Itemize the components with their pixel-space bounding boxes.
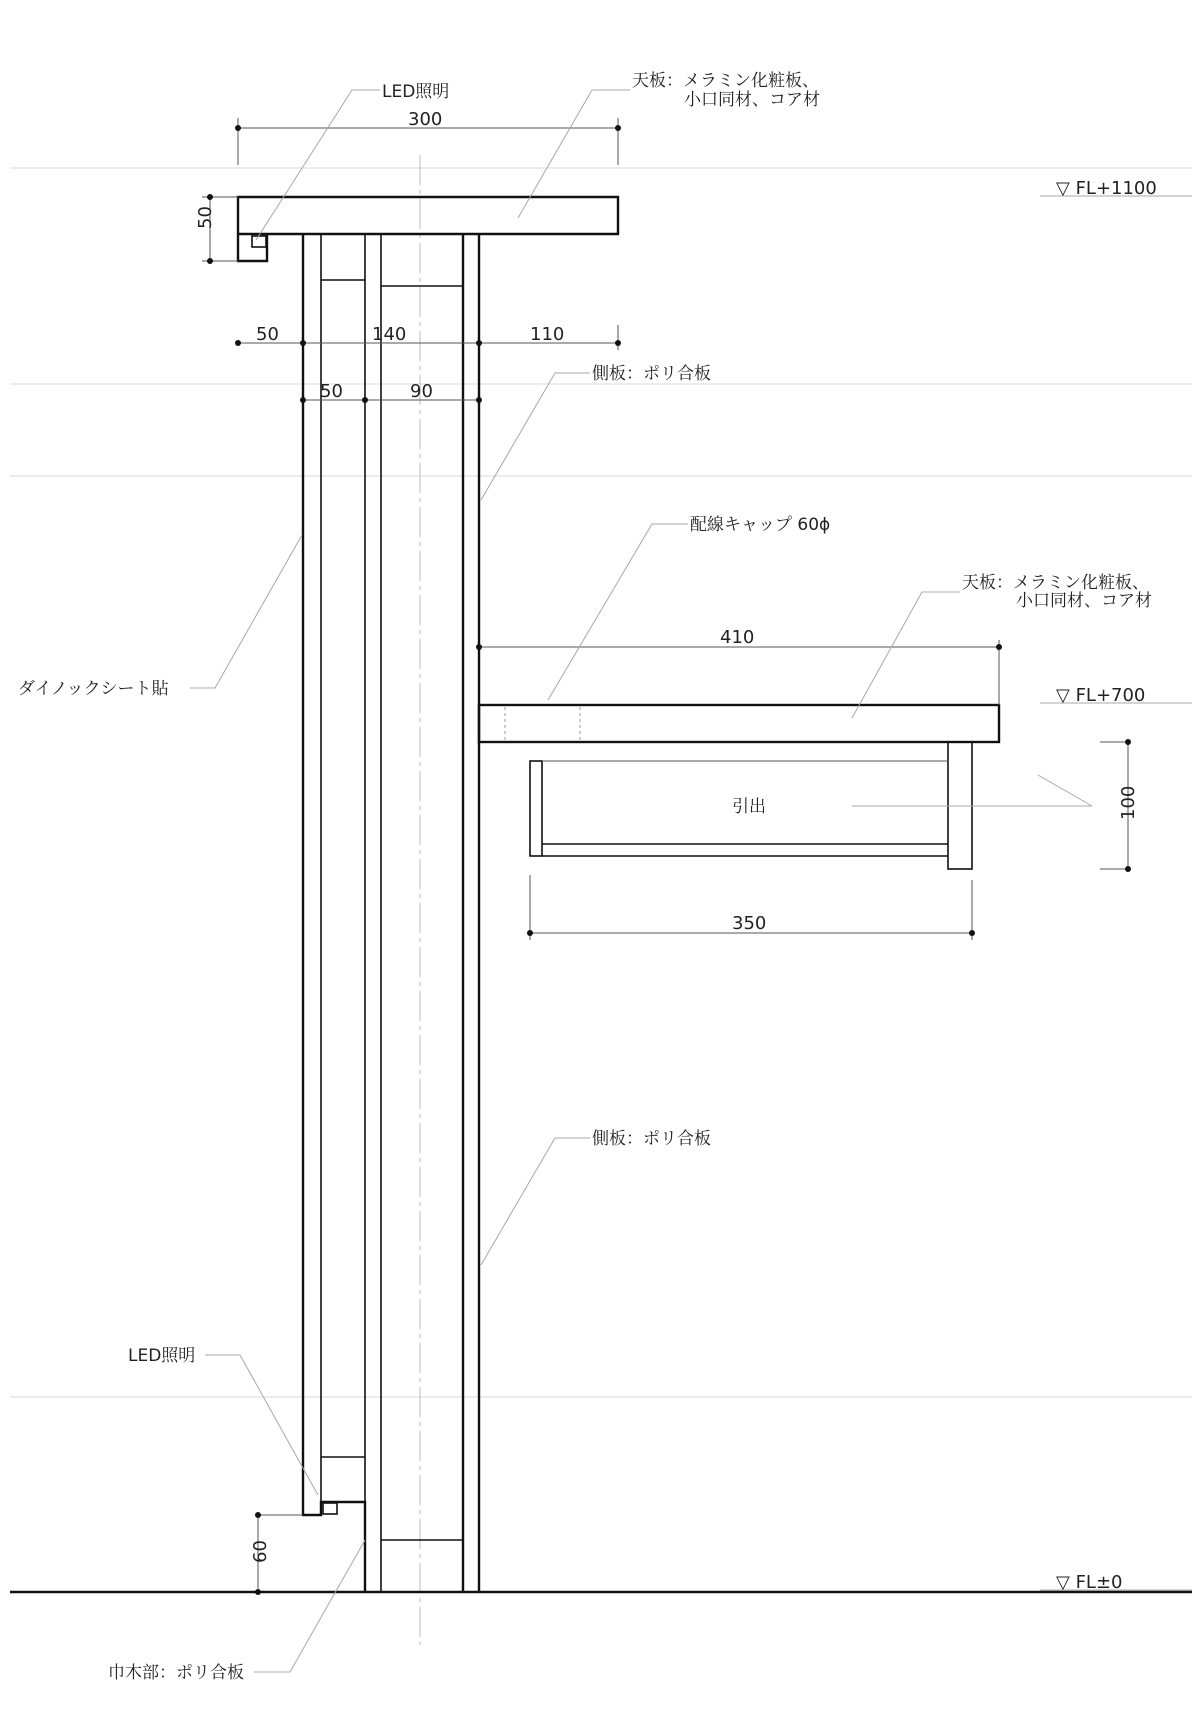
led-fixture-top [252, 236, 266, 247]
label-side-board-lower: 側板：ポリ合板 [592, 1129, 711, 1149]
dim-50-top: 50 [195, 206, 216, 229]
dim-50: 50 [256, 324, 279, 345]
dim-100: 100 [1118, 785, 1139, 820]
label-led-top: LED照明 [382, 82, 450, 102]
label-drawer: 引出 [732, 797, 766, 817]
dim-300: 300 [408, 109, 443, 130]
label-top-board-lower-2: 小口同材、コア材 [1016, 591, 1152, 611]
dim-60: 60 [250, 1540, 271, 1563]
front-panel [303, 234, 365, 1592]
level-fl-0: ▽ FL±0 [1056, 1572, 1123, 1593]
label-top-board-lower-1: 天板：メラミン化粧板、 [962, 573, 1149, 593]
label-led-bottom: LED照明 [128, 1346, 196, 1366]
dim-410: 410 [720, 627, 755, 648]
level-fl-700: ▽ FL+700 [1056, 685, 1146, 706]
level-fl-1100: ▽ FL+1100 [1056, 178, 1157, 199]
dim-140: 140 [372, 324, 407, 345]
lower-top-board [479, 705, 999, 742]
dim-50-inner: 50 [320, 381, 343, 402]
dim-90: 90 [410, 381, 433, 402]
led-fixture-bottom [323, 1503, 337, 1514]
dim-350: 350 [732, 913, 767, 934]
lower-counter [479, 705, 999, 869]
label-cable-cap: 配線キャップ 60ϕ [690, 515, 831, 535]
upper-top-board [238, 197, 618, 261]
annotations [18, 71, 1157, 1683]
dim-110: 110 [530, 324, 565, 345]
label-side-board-upper: 側板：ポリ合板 [592, 364, 711, 384]
reference-lines [10, 168, 1192, 1397]
label-baseboard: 巾木部：ポリ合板 [108, 1663, 244, 1683]
tall-counter-body [238, 197, 618, 1592]
label-top-board-upper-2: 小口同材、コア材 [684, 90, 820, 110]
label-top-board-upper-1: 天板：メラミン化粧板、 [632, 71, 819, 91]
label-dinoc-sheet: ダイノックシート貼 [18, 679, 169, 699]
leader-lines [190, 90, 1192, 1672]
